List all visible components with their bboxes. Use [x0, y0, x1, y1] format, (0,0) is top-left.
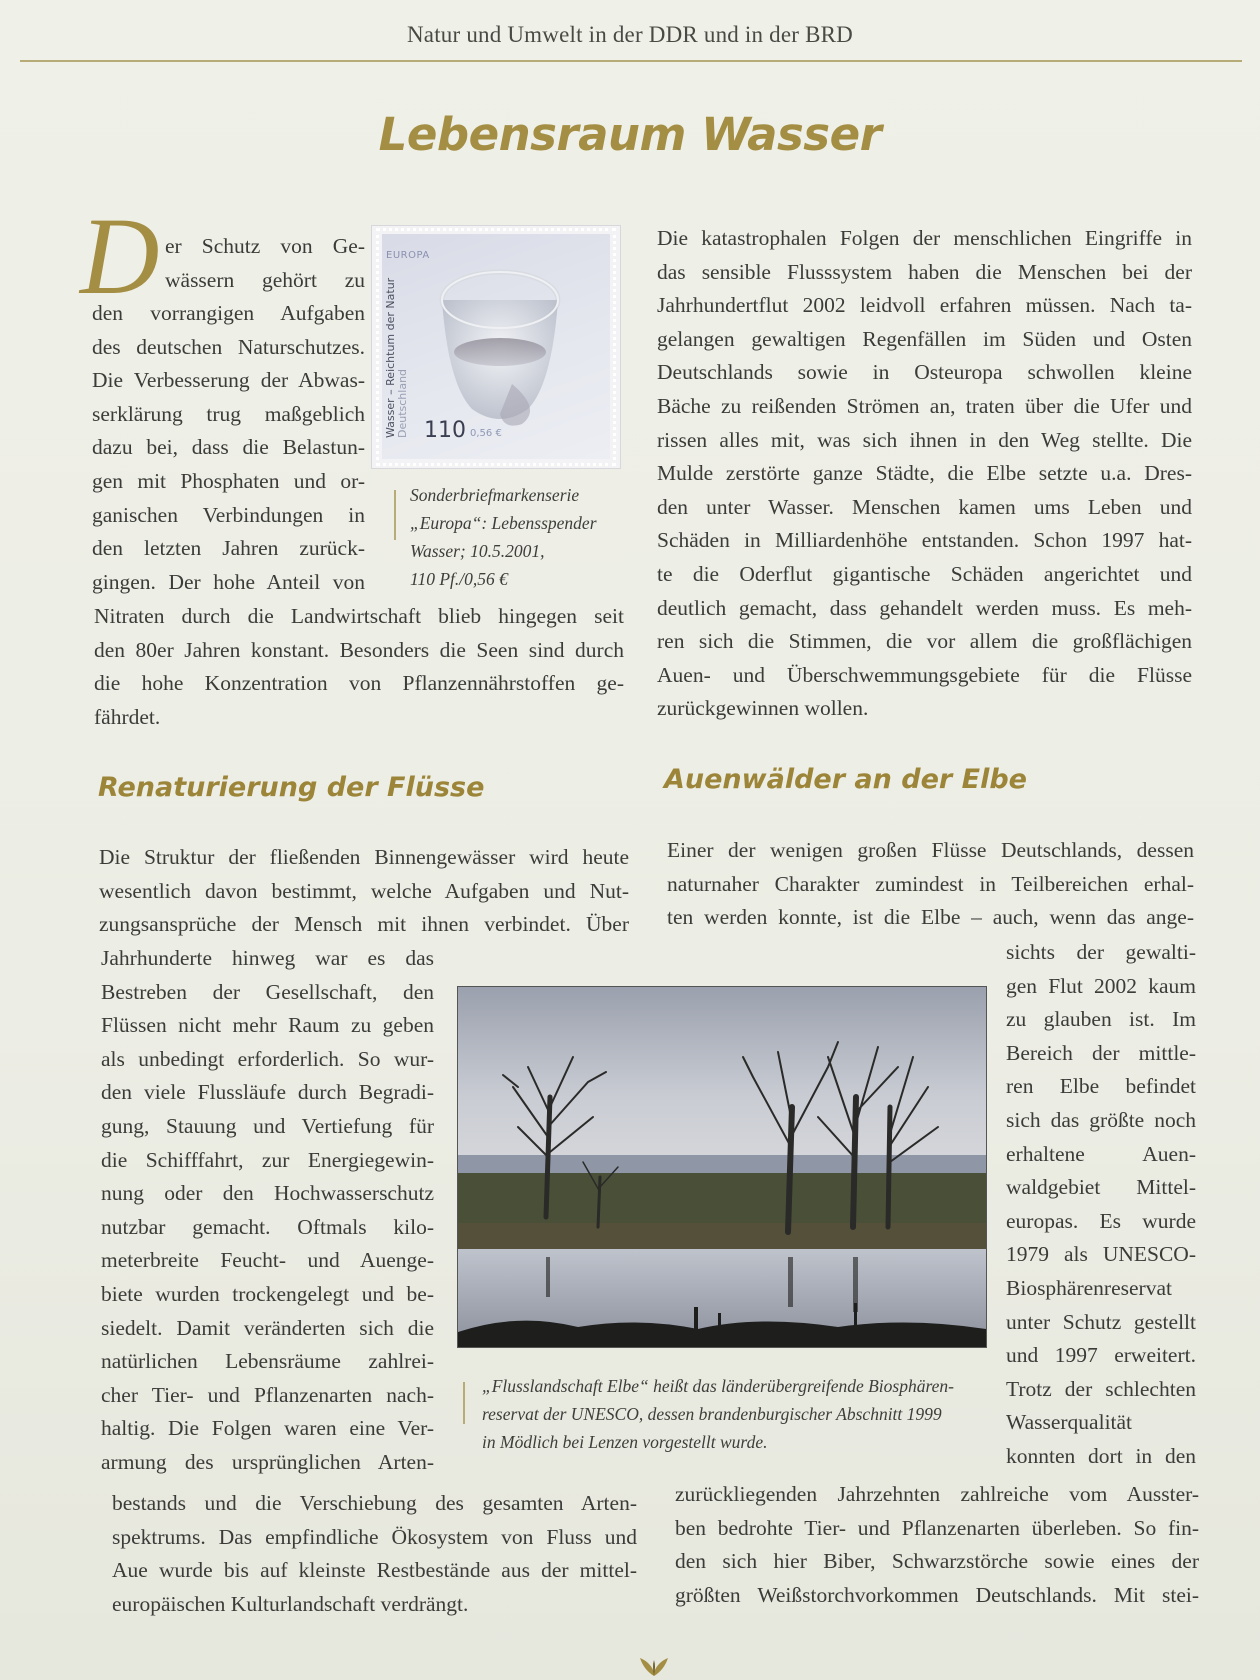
leaf-ornament-icon [638, 1656, 670, 1678]
text-line: naturnaher Charakter zumindest in Teilbereichen erhal- [667, 871, 1194, 896]
text-line: siedelt. Damit veränderten sich die [101, 1315, 434, 1340]
text-line: nung oder den Hochwasserschutz [101, 1181, 434, 1206]
caption-line: Sonderbriefmarkenserie [410, 485, 580, 505]
photo-caption-bar [463, 1382, 465, 1424]
text-line: größten Weißstorchvorkommen Deutschlands. Mit stei- [675, 1582, 1199, 1607]
text-line: Auen- und Überschwemmungsgebiete für die Flüsse [657, 662, 1192, 687]
text-line: Deutschlands sowie in Osteuropa schwollen kleine [657, 360, 1192, 385]
text-line: zurückliegenden Jahrzehnten zahlreiche vom Ausster- [675, 1482, 1199, 1506]
text-line: als unbedingt erforderlich. So wur- [101, 1046, 434, 1071]
stamp-caption [410, 481, 597, 593]
text-line: des deutschen Naturschutzes. [92, 334, 365, 359]
text-line: und 1997 erweitert. [1006, 1343, 1196, 1368]
text-line: gen mit Phosphaten und or- [92, 468, 365, 493]
text-line: zurückgewinnen wollen. [657, 696, 869, 721]
stamp-value: 110 [424, 418, 466, 443]
running-head: Natur und Umwelt in der DDR und in der BRD [407, 22, 853, 47]
text-line: Die Verbesserung der Abwas- [92, 368, 365, 393]
text-line: Aue wurde bis auf kleinste Restbestände aus der mittel- [112, 1558, 637, 1583]
text-line: serklärung trug maßgeblich [92, 401, 365, 426]
text-line: Jahrhundertflut 2002 leidvoll erfahren müssen. Nach ta- [657, 293, 1192, 318]
intro-paragraph-full [94, 600, 624, 734]
text-line: das sensible Flusssystem haben die Menschen bei der [657, 259, 1192, 284]
text-line: Mulde zerstörte ganze Städte, die Elbe setzte u.a. Dres- [657, 461, 1192, 486]
text-line: dazu bei, dass die Belastun- [92, 435, 365, 460]
text-line: fährdet. [94, 704, 161, 729]
text-line: haltig. Die Folgen waren eine Ver- [101, 1416, 434, 1441]
intro-paragraph-wrapped [165, 230, 365, 297]
stamp-euro-value: 0,56 € [470, 428, 502, 439]
caption-line: in Mödlich bei Lenzen vorgestellt wurde. [482, 1432, 768, 1452]
text-line: 1979 als UNESCO- [1006, 1242, 1196, 1267]
text-line: cher Tier- und Pflanzenarten nach- [101, 1382, 434, 1407]
flood-paragraph [657, 222, 1192, 726]
text-line: Die katastrophalen Folgen der menschlichen Eingriffe in [657, 226, 1192, 250]
text-line: ganischen Verbindungen in [92, 502, 365, 527]
text-line: unter Schutz gestellt [1006, 1309, 1196, 1334]
text-line: die hohe Konzentration von Pflanzennährstoffen ge- [94, 671, 624, 696]
elbe-landscape-photo [457, 986, 987, 1348]
text-line: ren Elbe befindet [1006, 1074, 1196, 1099]
text-line: gingen. Der hohe Anteil von [92, 569, 365, 594]
auenwaelder-paragraph-top [667, 834, 1194, 935]
renaturierung-paragraph-bottom [112, 1487, 637, 1621]
heading-renaturierung: Renaturierung der Flüsse [98, 772, 485, 803]
caption-line: reservat der UNESCO, dessen brandenburgischer Abschnitt 1999 [482, 1404, 942, 1424]
text-line: Die Struktur der fließenden Binnengewässer wird heute [99, 845, 629, 869]
text-line: gelangen gewaltigen Regenfällen im Süden und Osten [657, 326, 1192, 351]
text-line: den viele Flussläufe durch Begradi- [101, 1080, 434, 1105]
page-title: Lebensraum Wasser [378, 108, 882, 161]
text-line: ren sich die Stimmen, die vor allem die großflächigen [657, 629, 1192, 654]
caption-line: „Flusslandschaft Elbe“ heißt das länderübergreifende Biosphären- [482, 1376, 954, 1396]
text-line: bestands und die Verschiebung des gesamten Arten- [112, 1491, 637, 1515]
text-line: Schäden in Milliardenhöhe entstanden. Schon 1997 hat- [657, 528, 1192, 553]
text-line: ben bedrohte Tier- und Pflanzenarten überleben. So fin- [675, 1515, 1199, 1540]
caption-line: „Europa“: Lebensspender [410, 513, 597, 533]
text-line: den vorrangigen Aufgaben [92, 301, 365, 325]
text-line: wässern gehört zu [165, 267, 365, 292]
text-line: te die Oderflut gigantische Schäden angerichtet und [657, 561, 1192, 586]
text-line: ten werden konnte, ist die Elbe – auch, wenn das ange- [667, 905, 1194, 930]
text-line: Bereich der mittle- [1006, 1040, 1196, 1065]
stamp-title-vertical: Wasser – Reichtum der Natur [384, 277, 397, 438]
text-line: Bestreben der Gesellschaft, den [101, 979, 434, 1004]
text-line: die Schifffahrt, zur Energiegewin- [101, 1147, 434, 1172]
header-rule [20, 60, 1242, 62]
text-line: rissen alles mit, was sich ihnen in den Weg stellte. Die [657, 427, 1192, 452]
photo-caption [482, 1372, 954, 1456]
text-line: zungsansprüche der Mensch mit ihnen verbindet. Über [99, 912, 629, 937]
text-line: nutzbar gemacht. Oftmals kilo- [101, 1214, 434, 1239]
text-line: Jahrhunderte hinweg war es das [101, 946, 434, 970]
stamp-caption-bar [394, 490, 396, 540]
text-line: armung des ursprünglichen Arten- [101, 1449, 434, 1474]
text-line: Biosphärenreservat [1006, 1275, 1172, 1300]
text-line: Trotz der schlechten [1006, 1376, 1196, 1401]
text-line: Nitraten durch die Landwirtschaft blieb hingegen seit [94, 604, 624, 628]
auenwaelder-paragraph-bottom [675, 1478, 1199, 1612]
text-line: europäischen Kulturlandschaft verdrängt. [112, 1591, 469, 1616]
auenwaelder-paragraph-narrow [1006, 936, 1196, 1474]
text-line: er Schutz von Ge- [165, 234, 365, 258]
text-line: biete wurden trockengelegt und be- [101, 1281, 434, 1306]
text-line: Wasserqualität [1006, 1410, 1133, 1435]
heading-auenwaelder: Auenwälder an der Elbe [664, 764, 1027, 795]
text-line: sichts der gewalti- [1006, 940, 1196, 964]
text-line: zu glauben ist. Im [1006, 1007, 1196, 1032]
drop-cap: D [80, 195, 160, 317]
text-line: Bäche zu reißenden Strömen an, traten über die Ufer und [657, 393, 1192, 418]
text-line: den 80er Jahren konstant. Besonders die Seen sind durch [94, 637, 624, 662]
text-line: europas. Es wurde [1006, 1208, 1196, 1233]
postage-stamp [372, 226, 620, 468]
intro-paragraph-narrow [92, 297, 365, 599]
stamp-europa-mark: EUROPA [386, 250, 430, 261]
river-landscape-illustration [458, 987, 986, 1347]
renaturierung-paragraph-narrow [101, 942, 434, 1480]
text-line: erhaltene Auen- [1006, 1141, 1196, 1166]
text-line: gen Flut 2002 kaum [1006, 973, 1196, 998]
text-line: den sich hier Biber, Schwarzstörche sowie eines der [675, 1549, 1199, 1574]
text-line: natürlichen Lebensräume zahlrei- [101, 1349, 434, 1374]
renaturierung-paragraph-top [99, 841, 629, 942]
text-line: spektrums. Das empfindliche Ökosystem von Fluss und [112, 1524, 637, 1549]
text-line: meterbreite Feucht- und Auenge- [101, 1248, 434, 1273]
caption-line: 110 Pf./0,56 € [410, 569, 508, 589]
text-line: waldgebiet Mittel- [1006, 1175, 1196, 1200]
text-line: Einer der wenigen großen Flüsse Deutschlands, dessen [667, 838, 1194, 862]
text-line: konnten dort in den [1006, 1443, 1196, 1468]
text-line: deutlich gemacht, dass gehandelt werden muss. Es meh- [657, 595, 1192, 620]
text-line: wesentlich davon bestimmt, welche Aufgaben und Nut- [99, 878, 629, 903]
stamp-country-vertical: Deutschland [396, 368, 409, 438]
text-line: den unter Wasser. Menschen kamen ums Leben und [657, 494, 1192, 519]
caption-line: Wasser; 10.5.2001, [410, 541, 545, 561]
text-line: Flüssen nicht mehr Raum zu geben [101, 1013, 434, 1038]
text-line: den letzten Jahren zurück- [92, 536, 365, 561]
text-line: gung, Stauung und Vertiefung für [101, 1113, 434, 1138]
text-line: sich das größte noch [1006, 1107, 1196, 1132]
